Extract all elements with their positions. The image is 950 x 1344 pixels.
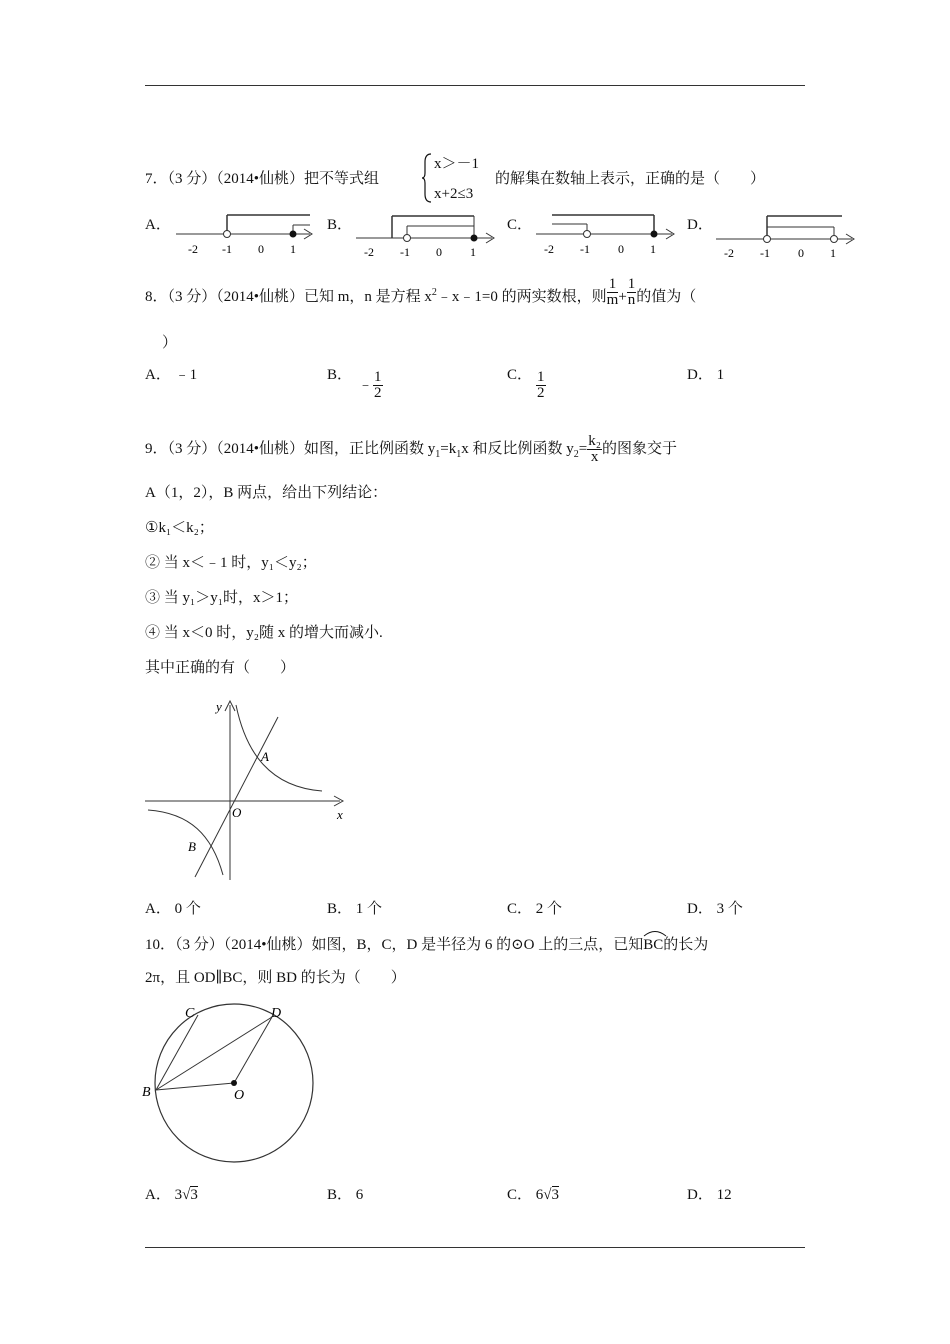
q7-system-line1: x＞－1: [434, 156, 480, 172]
q9-option-b-label: B．: [327, 901, 353, 917]
q10-option-c-label: C．: [507, 1187, 533, 1203]
q10-option-d-label: D．: [687, 1187, 713, 1203]
q7a-tick-0: 0: [258, 242, 264, 256]
q9-conclusion-3: ③ 当 y₁＞y₁时，x＞1；: [145, 590, 298, 606]
q9-stem: [145, 434, 677, 465]
q7-system-brace: [421, 152, 433, 204]
q9-fig-point-b: B: [188, 839, 196, 854]
q8-option-c-value: [536, 370, 546, 401]
q8-option-c-label: C．: [507, 367, 533, 383]
q9-ask: 其中正确的有（ ）: [145, 660, 296, 676]
q8-option-a-value: ﹣1: [174, 367, 198, 383]
q7a-tick-1: 1: [290, 242, 296, 256]
q7c-tick-1: 1: [650, 242, 656, 256]
q10-arc-label: BC: [643, 937, 664, 953]
q7-option-a-label: A．: [145, 217, 171, 233]
q9-stem-d: =: [578, 440, 588, 457]
q8-frac2-num: 1: [627, 276, 636, 293]
q9-option-b-value: 1 个: [355, 901, 383, 917]
q8-stem-suffix: 的值为（: [636, 289, 697, 305]
q10-stem: [145, 932, 708, 954]
q8-option-d-label: D．: [687, 367, 713, 383]
q9-frac-num: k₂: [588, 433, 601, 449]
radical-icon: √: [182, 1187, 191, 1203]
q9-stem-e: 的图象交于: [601, 440, 677, 457]
q9-option-c-label: C．: [507, 901, 533, 917]
q7-numberline-c: [532, 210, 682, 260]
q8-option-b-value: [358, 370, 383, 401]
q9-conclusion-2: ② 当 x＜﹣1 时，y₁＜y₂；: [145, 555, 317, 571]
q10-circle-figure: [140, 1000, 330, 1175]
q10-fig-center-o: O: [234, 1088, 245, 1103]
q7b-tick-neg1: -1: [400, 245, 410, 259]
q7-option-d-label: D．: [687, 217, 713, 233]
q8-stem-prefix: 8．（3 分）（2014•仙桃）已知 m，n 是方程 x: [145, 289, 432, 305]
q7d-tick-neg1: -1: [760, 246, 770, 260]
q9-sub1: 1: [435, 448, 441, 460]
q9-option-d-label: D．: [687, 901, 713, 917]
q7c-tick-neg2: -2: [544, 242, 554, 256]
q9-option-b: [327, 900, 382, 918]
q7c-tick-0: 0: [618, 242, 624, 256]
q9-function-graph: [140, 695, 355, 885]
q10-arc-bc: [643, 932, 663, 954]
q9-stem-c: x 和反比例函数 y: [461, 440, 574, 457]
q7-option-b-label: B．: [327, 217, 353, 233]
q8-frac-1-over-n: [627, 277, 637, 308]
q9-option-a-label: A．: [145, 901, 171, 917]
q8-plus: +: [618, 289, 627, 305]
q10-fig-point-d: D: [271, 1006, 282, 1021]
q9-fig-origin-label: O: [232, 805, 242, 820]
q10-line2: 2π，且 OD∥BC，则 BD 的长为（ ）: [145, 970, 406, 986]
top-rule: [145, 85, 805, 86]
q9-fig-y-label: y: [216, 699, 222, 714]
q9-frac-den: x: [590, 449, 599, 465]
q10-fig-point-b: B: [142, 1085, 151, 1100]
q10-stem-b: 的长为: [663, 937, 709, 953]
q9-line2: A（1，2），B 两点，给出下列结论：: [145, 485, 388, 501]
q8-option-b-den: 2: [374, 385, 382, 401]
q10-option-b: [327, 1186, 363, 1204]
q10-option-b-label: B．: [327, 1187, 353, 1203]
q7-numberline-a: [170, 210, 320, 260]
q7a-tick-neg2: -2: [188, 242, 198, 256]
q7b-tick-1: 1: [470, 245, 476, 259]
q7b-tick-0: 0: [436, 245, 442, 259]
q10-option-a-radicand: 3: [190, 1187, 198, 1203]
q10-option-c-coef: 6: [535, 1187, 544, 1203]
q8-stem: [145, 276, 697, 309]
q7-numberline-d: [712, 210, 862, 260]
q9-conclusion-1: ①k₁＜k₂；: [145, 520, 214, 536]
q10-option-d: [687, 1186, 732, 1204]
q9-frac-k2-over-x: [587, 434, 602, 465]
q9-option-c-value: 2 个: [535, 901, 563, 917]
radical-icon: √: [543, 1187, 552, 1203]
q10-option-d-value: 12: [716, 1187, 732, 1203]
q9-stem-b: =k: [440, 440, 457, 457]
q10-option-c: [507, 1186, 559, 1204]
q10-option-a-label: A．: [145, 1187, 171, 1203]
q7-system-line2: x+2≤3: [434, 186, 474, 202]
q8-option-c-frac: [536, 370, 546, 401]
q9-option-a-value: 0 个: [174, 901, 201, 917]
q7d-tick-0: 0: [798, 246, 804, 260]
q8-stem-mid: ﹣x﹣1=0 的两实数根，则: [436, 289, 607, 305]
q8-option-d: [687, 366, 724, 384]
q9-option-d-value: 3 个: [716, 901, 743, 917]
q7-numberline-b: [352, 210, 502, 260]
q9-sub3: 2: [573, 448, 579, 460]
q8-option-d-value: 1: [716, 367, 725, 383]
q9-fig-point-a: A: [261, 749, 269, 764]
q8-option-a: [145, 366, 197, 384]
q7c-tick-neg1: -1: [580, 242, 590, 256]
q7-stem-suffix: 的解集在数轴上表示，正确的是（ ）: [495, 171, 766, 187]
q9-fig-x-label: x: [337, 807, 343, 822]
q8-option-b-num: 1: [374, 369, 382, 385]
q10-fig-point-c: C: [185, 1006, 195, 1021]
q8-option-b: [327, 366, 352, 384]
q8-frac1-den: m: [606, 292, 619, 309]
q8-option-c-num: 1: [537, 369, 545, 385]
q9-sub2: 1: [456, 448, 462, 460]
q8-exponent: 2: [431, 287, 437, 298]
q9-stem-a: 9．（3 分）（2014•仙桃）如图，正比例函数 y: [145, 440, 436, 457]
q7a-tick-neg1: -1: [222, 242, 232, 256]
q8-frac1-num: 1: [607, 277, 619, 293]
q10-option-a: [145, 1186, 198, 1204]
q7d-tick-neg2: -2: [724, 246, 734, 260]
q9-option-a: [145, 900, 201, 918]
q9-option-d: [687, 900, 743, 918]
q8-frac-1-over-m: [607, 277, 619, 308]
q7d-tick-1: 1: [830, 246, 836, 260]
q8-close-paren: ）: [162, 335, 178, 351]
q10-option-b-value: 6: [355, 1187, 364, 1203]
q8-option-b-sign: ﹣: [358, 376, 374, 393]
q8-option-c: [507, 366, 532, 384]
q8-option-a-label: A．: [145, 367, 171, 383]
q8-option-b-label: B．: [327, 367, 353, 383]
q9-option-c: [507, 900, 562, 918]
q9-conclusion-4: ④ 当 x＜0 时，y₂随 x 的增大而减小.: [145, 625, 383, 641]
bottom-rule: [145, 1247, 805, 1248]
q10-stem-a: 10．（3 分）（2014•仙桃）如图，B，C，D 是半径为 6 的⊙O 上的三点，已知: [145, 937, 644, 953]
q7b-tick-neg2: -2: [364, 245, 374, 259]
q7-option-c-label: C．: [507, 217, 533, 233]
arc-mark-icon: [643, 929, 667, 937]
q10-option-a-coef: 3: [174, 1187, 183, 1203]
q8-option-c-den: 2: [537, 385, 545, 401]
q10-option-c-radicand: 3: [551, 1187, 559, 1203]
q8-frac2-den: n: [627, 292, 636, 309]
q7-stem-prefix: 7．（3 分）（2014•仙桃）把不等式组: [145, 171, 380, 187]
q8-option-b-frac: [373, 370, 383, 401]
